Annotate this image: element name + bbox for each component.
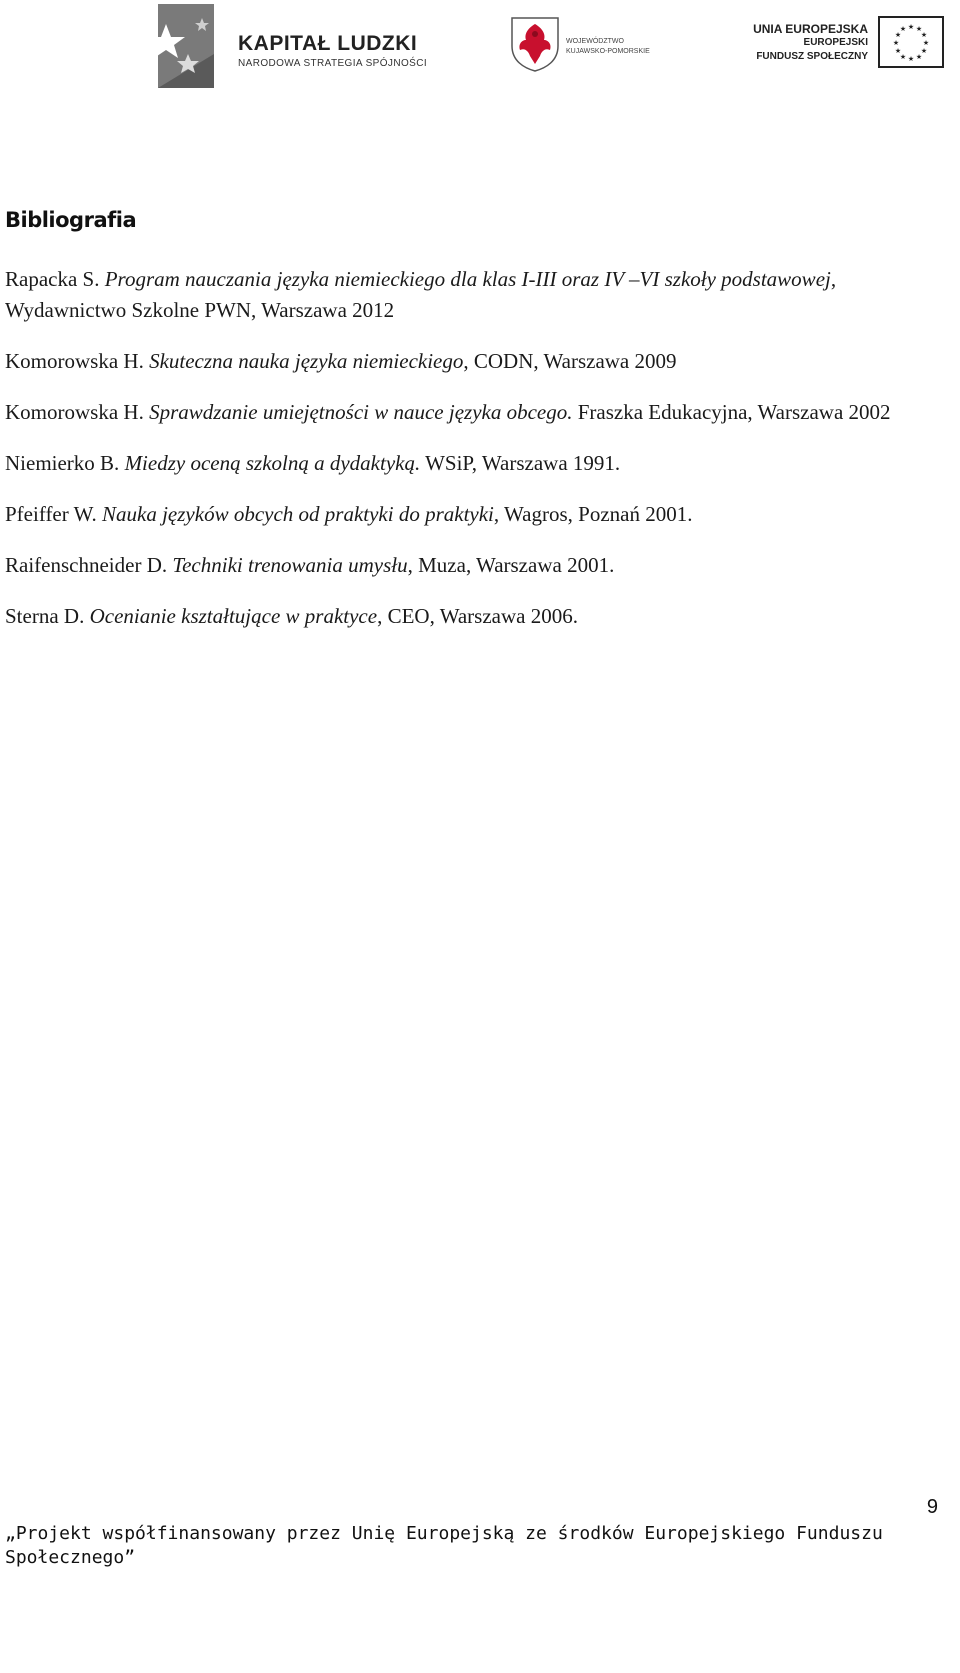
wojewodztwo-logo xyxy=(510,14,680,74)
wojewodztwo-line2: KUJAWSKO-POMORSKIE xyxy=(566,48,650,55)
wojewodztwo-line1: WOJEWÓDZTWO xyxy=(566,38,624,45)
entry-publisher: Fraszka Edukacyjna, Warszawa 2002 xyxy=(572,400,891,424)
bibliography-entry xyxy=(5,397,895,428)
kapital-ludzki-subtitle: NARODOWA STRATEGIA SPÓJNOŚCI xyxy=(238,58,428,69)
bibliography-entry xyxy=(5,601,895,632)
page-title: Bibliografia xyxy=(5,208,137,232)
entry-publisher: , CODN, Warszawa 2009 xyxy=(463,349,677,373)
entry-title: Program nauczania języka niemieckiego dla klas I-III oraz IV –VI szkoły podstawowej xyxy=(104,267,831,291)
svg-text:★: ★ xyxy=(915,25,923,33)
entry-title: Miedzy oceną szkolną a dydaktyką. xyxy=(124,451,421,475)
entry-author: Raifenschneider D. xyxy=(5,553,173,577)
entry-author: Komorowska H. xyxy=(5,400,150,424)
svg-text:★: ★ xyxy=(894,31,902,39)
entry-author: Rapacka S. xyxy=(5,267,105,291)
bibliography-entry xyxy=(5,346,895,377)
bibliography-entry xyxy=(5,448,895,479)
eu-flag-icon xyxy=(878,16,944,68)
svg-text:★: ★ xyxy=(915,53,923,61)
bibliography-list xyxy=(5,264,895,652)
svg-text:★: ★ xyxy=(907,55,915,63)
entry-title: Skuteczna nauka języka niemieckiego xyxy=(149,349,464,373)
svg-text:★: ★ xyxy=(920,47,928,55)
entry-title: Ocenianie kształtujące w praktyce xyxy=(89,604,378,628)
kapital-ludzki-logo xyxy=(158,4,458,88)
entry-publisher: , Muza, Warszawa 2001. xyxy=(407,553,615,577)
entry-title: Techniki trenowania umysłu xyxy=(172,553,408,577)
svg-text:★: ★ xyxy=(920,31,928,39)
entry-title: Sprawdzanie umiejętności w nauce języka obcego. xyxy=(149,400,573,424)
svg-text:★: ★ xyxy=(892,39,900,47)
eu-line1: UNIA EUROPEJSKA xyxy=(753,22,868,36)
kapital-ludzki-title: KAPITAŁ LUDZKI xyxy=(238,32,418,55)
page-header xyxy=(0,0,960,95)
eu-text-block xyxy=(753,22,868,64)
svg-text:★: ★ xyxy=(899,25,907,33)
entry-author: Sterna D. xyxy=(5,604,90,628)
entry-publisher: , Wydawnictwo Szkolne PWN, Warszawa 2012 xyxy=(5,267,837,322)
bibliography-entry xyxy=(5,264,895,326)
entry-author: Pfeiffer W. xyxy=(5,502,103,526)
bibliography-entry xyxy=(5,499,895,530)
svg-text:★: ★ xyxy=(922,39,930,47)
entry-title: Nauka języków obcych od praktyki do praktyki xyxy=(102,502,494,526)
footer-funding-note: „Projekt współfinansowany przez Unię Europejską ze środków Europejskiego Funduszu Społecznego” xyxy=(5,1523,883,1568)
entry-publisher: , CEO, Warszawa 2006. xyxy=(377,604,578,628)
page-number: 9 xyxy=(926,1496,938,1518)
entry-publisher: WSiP, Warszawa 1991. xyxy=(420,451,621,475)
svg-text:★: ★ xyxy=(899,53,907,61)
svg-text:★: ★ xyxy=(907,23,915,31)
eu-line2: EUROPEJSKI xyxy=(803,37,868,48)
kapital-ludzki-emblem-icon xyxy=(158,4,214,88)
entry-publisher: , Wagros, Poznań 2001. xyxy=(493,502,693,526)
bibliography-entry xyxy=(5,550,895,581)
eu-line3: FUNDUSZ SPOŁECZNY xyxy=(756,51,868,62)
entry-author: Komorowska H. xyxy=(5,349,150,373)
svg-text:★: ★ xyxy=(894,47,902,55)
eu-logo xyxy=(704,16,944,74)
wojewodztwo-shield-icon xyxy=(510,16,560,72)
entry-author: Niemierko B. xyxy=(5,451,125,475)
